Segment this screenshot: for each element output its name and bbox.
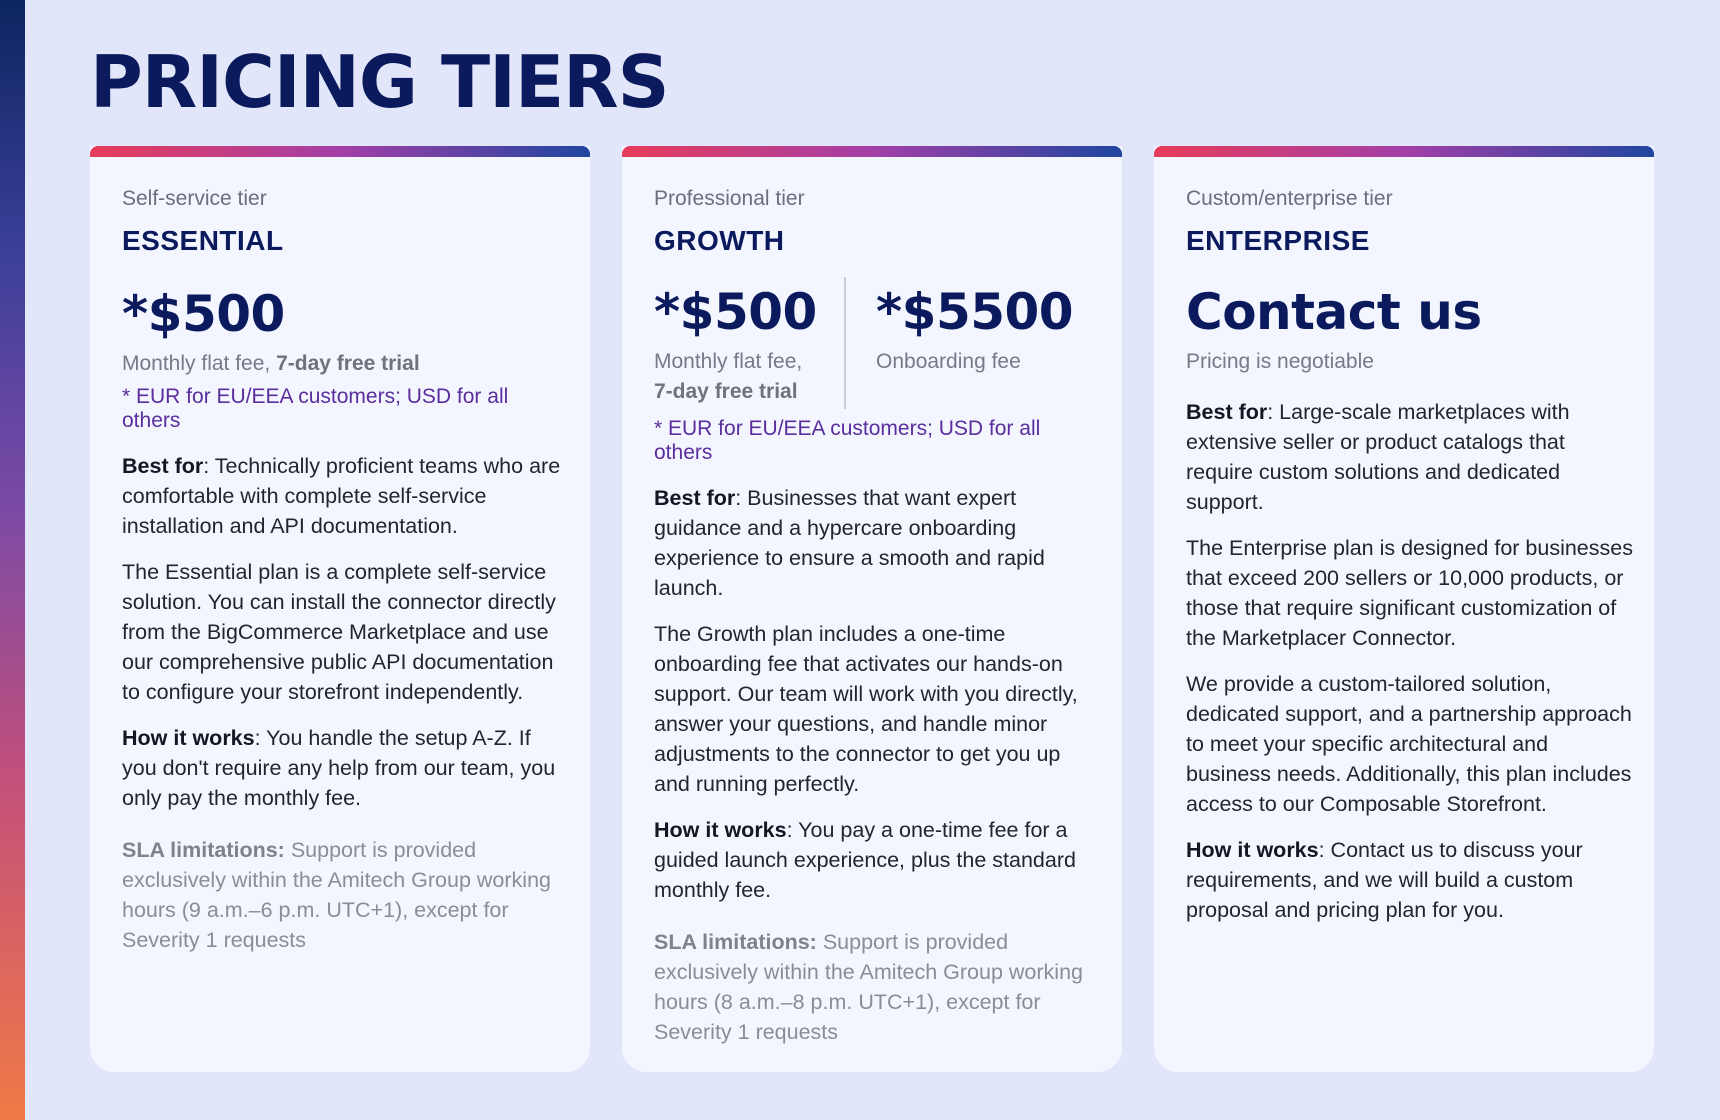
onboarding-price: *$5500 [876, 283, 1074, 341]
plan-description: The Essential plan is a complete self-service solution. You can install the connector directly from the BigCommerce Marketplace and use our comprehensive public API documentation to configure your storefront independently. [122, 560, 556, 704]
price-row [654, 283, 1102, 409]
best-for-label: Best for [654, 486, 736, 510]
sla-label: SLA limitations: [654, 930, 817, 954]
best-for [1186, 397, 1634, 517]
free-trial-label: 7-day free trial [276, 352, 420, 375]
best-for [122, 451, 570, 541]
monthly-price-block [654, 283, 844, 409]
sla-text: Support is provided exclusively within the Amitech Group working hours (9 a.m.–6 p.m. UTC+1), except for Severity 1 requests [122, 838, 551, 952]
plan-description-2: We provide a custom-tailored solution, dedicated support, and a partnership approach to meet your specific architectural and business needs. Additionally, this plan includes access to our Composable Storefront. [1186, 672, 1632, 816]
sla-limitations [122, 835, 570, 955]
onboarding-price-block [876, 283, 1096, 409]
tier-label: Professional tier [654, 187, 805, 210]
how-it-works [654, 815, 1102, 905]
best-for-text: : Large-scale marketplaces with extensive seller or product catalogs that require custom solutions and dedicated support. [1186, 400, 1570, 514]
tier-name: ENTERPRISE [1186, 225, 1370, 256]
price-divider [844, 277, 846, 409]
card-accent-bar [90, 146, 590, 157]
best-for [654, 483, 1102, 603]
tier-name: ESSENTIAL [122, 225, 284, 256]
tier-card-essential [90, 146, 590, 1072]
best-for-label: Best for [1186, 400, 1268, 424]
plan-description: The Enterprise plan is designed for businesses that exceed 200 sellers or 10,000 products, or those that require significant customization of the Marketplacer Connector. [1186, 536, 1633, 650]
currency-note: * EUR for EU/EEA customers; USD for all others [122, 385, 509, 432]
how-it-works-label: How it works [122, 726, 255, 750]
price-subtitle: Pricing is negotiable [1186, 350, 1374, 373]
tier-card-growth [622, 146, 1122, 1072]
plan-description: The Growth plan includes a one-time onboarding fee that activates our hands-on support. Our team will work with you directly, answer your questions, and handle minor adjustments to the connector to get you up and running perfectly. [654, 622, 1078, 796]
sla-limitations [654, 927, 1102, 1047]
side-gradient-strip [0, 0, 25, 1120]
how-it-works-label: How it works [1186, 838, 1319, 862]
monthly-price: *$500 [654, 283, 817, 341]
how-it-works-text: : You pay a one-time fee for a guided launch experience, plus the standard monthly fee. [654, 818, 1076, 902]
monthly-price: *$500 [122, 285, 285, 343]
sla-text: Support is provided exclusively within the Amitech Group working hours (8 a.m.–8 p.m. UTC+1), except for Severity 1 requests [654, 930, 1083, 1044]
best-for-text: : Businesses that want expert guidance and a hypercare onboarding experience to ensure a smooth and rapid launch. [654, 486, 1045, 600]
card-accent-bar [622, 146, 1122, 157]
best-for-text: : Technically proficient teams who are comfortable with complete self-service installation and API documentation. [122, 454, 561, 538]
best-for-label: Best for [122, 454, 204, 478]
price-sub-prefix: Monthly flat fee, [122, 352, 271, 375]
how-it-works-text: : You handle the setup A-Z. If you don't require any help from our team, you only pay the monthly fee. [122, 726, 556, 810]
card-accent-bar [1154, 146, 1654, 157]
price-sub-prefix: Monthly flat fee, [654, 350, 803, 373]
tier-name: GROWTH [654, 225, 785, 256]
free-trial-label: 7-day free trial [654, 380, 798, 403]
price-subtitle [122, 349, 570, 379]
currency-note: * EUR for EU/EEA customers; USD for all others [654, 417, 1041, 464]
tier-card-enterprise [1154, 146, 1654, 1072]
sla-label: SLA limitations: [122, 838, 285, 862]
tier-label: Self-service tier [122, 187, 267, 210]
price-subtitle [654, 347, 844, 407]
how-it-works [1186, 835, 1634, 925]
page-title: PRICING TIERS [90, 40, 669, 124]
tier-label: Custom/enterprise tier [1186, 187, 1393, 210]
contact-price: Contact us [1186, 283, 1482, 341]
onboarding-subtitle: Onboarding fee [876, 350, 1021, 373]
how-it-works-text: : Contact us to discuss your requirements, and we will build a custom proposal and pricing plan for you. [1186, 838, 1583, 922]
how-it-works [122, 723, 570, 813]
how-it-works-label: How it works [654, 818, 787, 842]
